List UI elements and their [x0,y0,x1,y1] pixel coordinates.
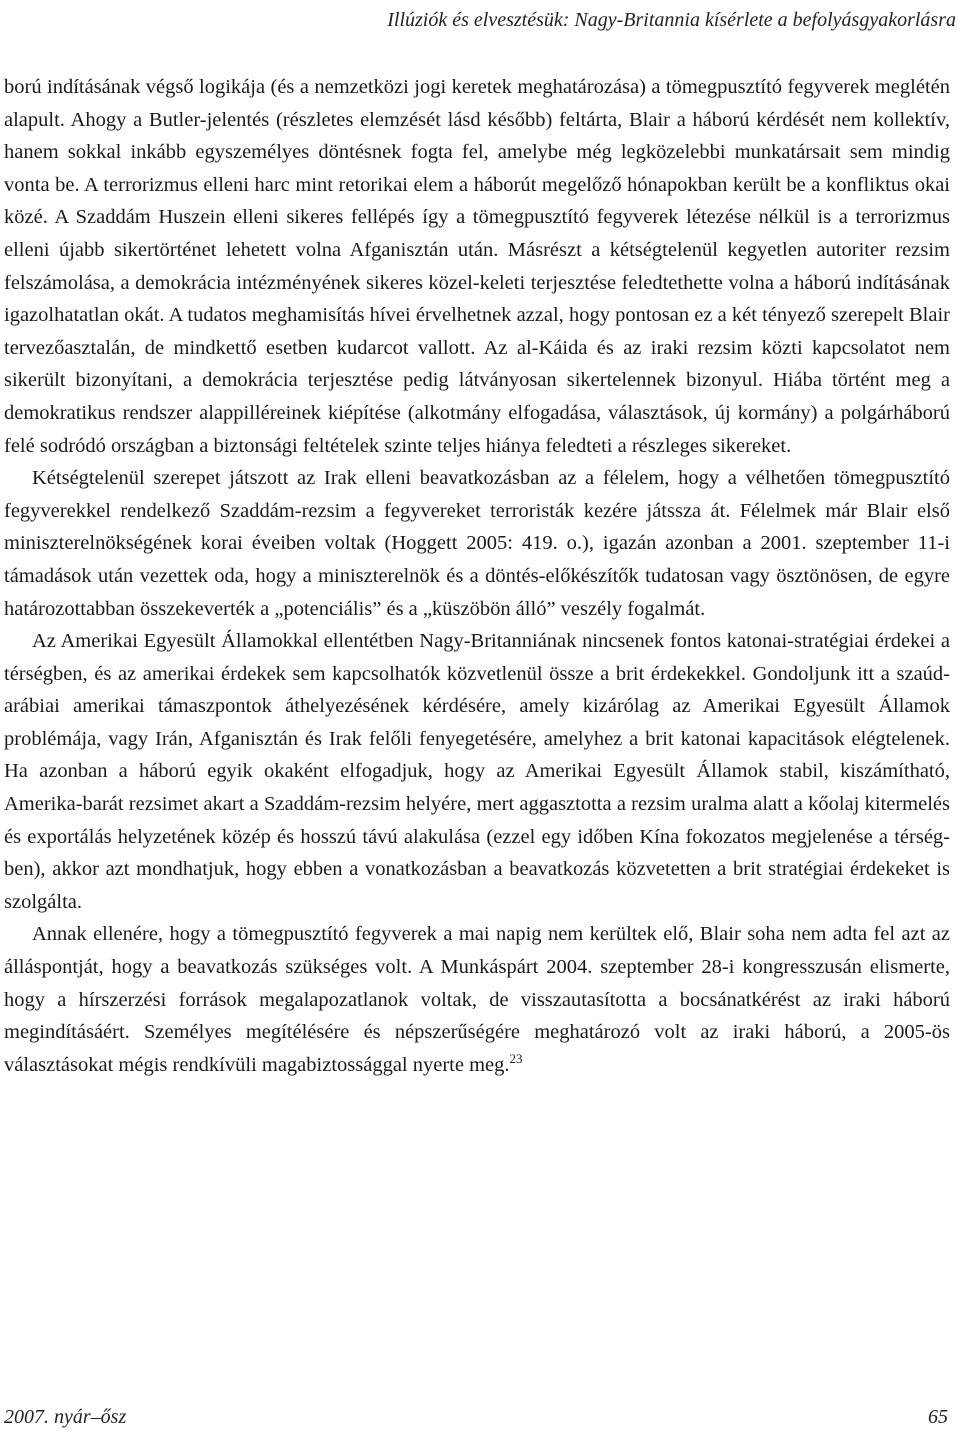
page-number: 65 [928,1406,948,1428]
paragraph [4,918,950,1081]
paragraph: Kétségtelenül szerepet játszott az Irak elleni beavatkozásban az a félelem, hogy a vélhetően tömegpusztító fegyverekkel rendelkező Szaddám-rezsim a fegyvereket terroristák kezére játssza át. Félelmek már Blair első miniszterelnökségének korai éveiben voltak (Hoggett 2005: 419. o.), igazán azonban a 2001. szeptember 11-i támadások után vezettek oda, hogy a miniszterelnök és a döntés-előkészítők tudatosan vagy ösztönösen, de egyre határozottabban összekeverték a „potenciális” és a „küszöbön álló” veszély fogalmát. [4,467,950,620]
paragraph: Az Amerikai Egyesült Államokkal ellentétben Nagy-Britanniának nincsenek fontos katonai-stratégiai érdekei a térségben, és az amerikai érdekek sem kapcsolhatók közvetlenül össze a brit érdekekkel. Gondoljunk itt a szaúd-arábiai amerikai támaszpontok áthelyezésének kérdésére, amely kizárólag az Amerikai Egyesült Államok problémája, vagy Irán, Afganisztán és Irak felőli fenyegetésére, amelyhez a brit katonai kapacitások elégtelenek. Ha azonban a háború egyik okaként elfogadjuk, hogy az Amerikai Egyesült Államok stabil, kiszámítható, Amerika-barát rezsimet akart a Szaddám-rezsim helyére, mert aggasztotta a rezsim uralma alatt a kőolaj kitermelés és exportálás helyzetének közép és hosszú távú alakulása (ezzel egy időben Kína fokozatos megjelenése a térségben), akkor azt mondhatjuk, hogy ebben a vonatkozásban a beavatkozás közvetetten a brit stratégiai érdekeket is szolgálta. [4,630,950,913]
article-body [4,71,950,1081]
paragraph-text: Annak ellenére, hogy a tömegpusztító fegyverek a mai napig nem kerültek elő, Blair soha nem adta fel azt az álláspontját, hogy a beavatkozás szükséges volt. A Munkáspárt 2004. szeptember 28-i kongresszusán elismerte, hogy a hírszerzési források megalapozatlanok voltak, de visszautasította a bocsánatkérést az iraki háború megindításáért. Személyes megítélésére és népszerűségére meghatározó volt az iraki háború, a 2005-ös választásokat mégis rendkívüli magabiztossággal nyerte meg. [4,923,950,1076]
paragraph-continued: ború indításának végső logikája (és a nemzetközi jogi keretek meghatározása) a tömegpusztító fegyverek meglétén alapult. Ahogy a Butler-jelentés (részletes elemzését lásd később) feltárta, Blair a háború kérdését nem kollektív, hanem sokkal inkább egyszemélyes döntésnek fogta fel, amelybe még legközelebbi munkatársait sem mindig vonta be. A terrorizmus elleni harc mint retorikai elem a háborút megelőző hónapokban került be a konfliktus okai közé. A Szaddám Huszein elleni sikeres fellépés így a tömegpusztító fegyverek létezése nélkül is a terrorizmus elleni újabb sikertörténet lehetett volna Afganisztán után. Másrészt a kétségtelenül kegyetlen autoriter rezsim felszámolása, a demokrácia intézményének sikeres közel-keleti terjesztése feledtethette volna a háború indításának igazolhatatlan okát. A tudatos meghamisítás hívei érvelhetnek azzal, hogy pontosan ez a két tényező szerepelt Blair tervezőasztalán, de mindkettő esetben kudarcot vallott. Az al-Káida és az iraki rezsim közti kapcsolatot nem sikerült bizonyítani, a demokrácia terjesztése pedig látványosan sikertelennek bizonyul. Hiába történt meg a demokratikus rendszer alappilléreinek kiépítése (alkotmány elfogadása, választások, új kormány) a polgárháború felé sodródó országban a biztonsági feltételek szinte teljes hiánya feledteti a részleges sikereket. [4,76,950,457]
running-header: Illúziók és elvesztésük: Nagy-Britannia kísérlete a befolyásgyakorlásra [387,9,956,31]
issue-label: 2007. nyár–ősz [4,1406,127,1428]
footnote-reference[interactable]: 23 [509,1050,523,1066]
